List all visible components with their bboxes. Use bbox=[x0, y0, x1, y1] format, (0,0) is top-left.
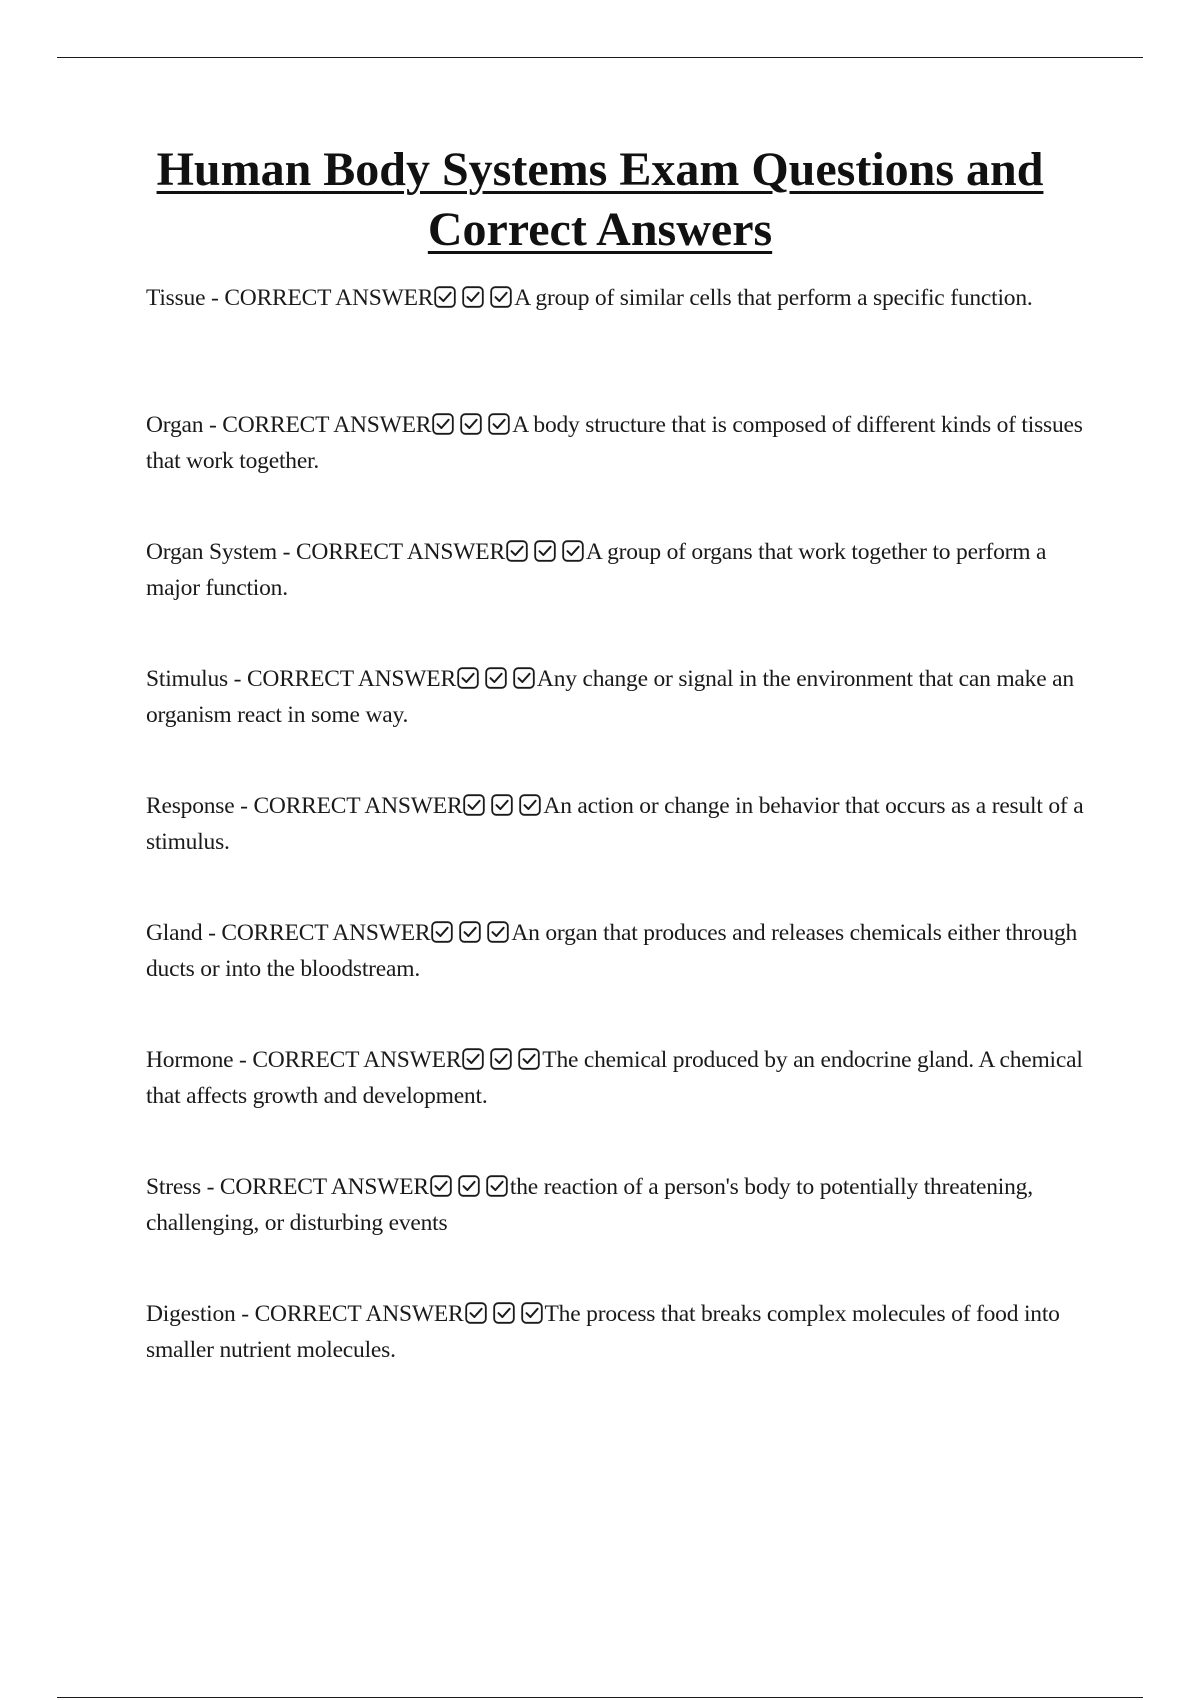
check-box-icon bbox=[463, 794, 485, 816]
qa-term: Response bbox=[146, 793, 235, 819]
answer-marker: - CORRECT ANSWER bbox=[233, 1047, 462, 1073]
qa-term: Digestion bbox=[146, 1301, 236, 1327]
check-marks bbox=[463, 794, 541, 826]
check-box-icon bbox=[458, 1175, 480, 1197]
check-box-icon bbox=[562, 540, 584, 562]
qa-definition: the reaction of a person's body to potentially threatening, challenging, or disturbing events bbox=[146, 1174, 1033, 1236]
check-box-icon bbox=[491, 794, 513, 816]
check-box-icon bbox=[518, 1048, 540, 1070]
answer-marker: - CORRECT ANSWER bbox=[202, 920, 431, 946]
check-box-icon bbox=[488, 413, 510, 435]
check-box-icon bbox=[457, 667, 479, 689]
check-box-icon bbox=[521, 1302, 543, 1324]
check-box-icon bbox=[490, 1048, 512, 1070]
qa-definition: The chemical produced by an endocrine gland. A chemical that affects growth and development. bbox=[146, 1047, 1083, 1109]
qa-item bbox=[146, 409, 1090, 536]
check-marks bbox=[462, 1048, 540, 1080]
answer-marker: - CORRECT ANSWER bbox=[205, 285, 434, 311]
answer-marker: - CORRECT ANSWER bbox=[203, 412, 432, 438]
check-marks bbox=[457, 667, 535, 699]
qa-definition: Any change or signal in the environment that can make an organism react in some way. bbox=[146, 666, 1074, 728]
qa-term: Tissue bbox=[146, 285, 206, 311]
answer-marker: - CORRECT ANSWER bbox=[235, 1301, 464, 1327]
qa-definition: The process that breaks complex molecules of food into smaller nutrient molecules. bbox=[146, 1301, 1060, 1363]
check-box-icon bbox=[462, 1048, 484, 1070]
qa-term: Organ System bbox=[146, 539, 277, 565]
qa-item bbox=[146, 1044, 1090, 1171]
answer-marker: - CORRECT ANSWER bbox=[200, 1174, 429, 1200]
qa-term: Gland bbox=[146, 920, 203, 946]
check-marks bbox=[430, 1175, 508, 1207]
check-box-icon bbox=[462, 286, 484, 308]
qa-item bbox=[146, 282, 1090, 409]
qa-definition: A group of organs that work together to perform a major function. bbox=[146, 539, 1047, 601]
check-box-icon bbox=[506, 540, 528, 562]
check-marks bbox=[465, 1302, 543, 1334]
check-box-icon bbox=[493, 1302, 515, 1324]
check-box-icon bbox=[431, 921, 453, 943]
check-box-icon bbox=[432, 413, 454, 435]
check-marks bbox=[432, 413, 510, 445]
qa-definition: A group of similar cells that perform a specific function. bbox=[514, 285, 1033, 311]
qa-item bbox=[146, 663, 1090, 790]
check-marks bbox=[506, 540, 584, 572]
qa-term: Stimulus bbox=[146, 666, 228, 692]
qa-item bbox=[146, 917, 1090, 1044]
check-box-icon bbox=[513, 667, 535, 689]
check-marks bbox=[431, 921, 509, 953]
qa-term: Organ bbox=[146, 412, 204, 438]
qa-definition: A body structure that is composed of different kinds of tissues that work together. bbox=[146, 412, 1083, 474]
qa-definition: An organ that produces and releases chemicals either through ducts or into the bloodstream. bbox=[146, 920, 1078, 982]
check-marks bbox=[434, 286, 512, 318]
check-box-icon bbox=[519, 794, 541, 816]
answer-marker: - CORRECT ANSWER bbox=[227, 666, 456, 692]
answer-marker: - CORRECT ANSWER bbox=[276, 539, 505, 565]
qa-definition: An action or change in behavior that occurs as a result of a stimulus. bbox=[146, 793, 1084, 855]
check-box-icon bbox=[460, 413, 482, 435]
top-rule bbox=[57, 57, 1143, 58]
check-box-icon bbox=[486, 1175, 508, 1197]
qa-item bbox=[146, 1171, 1090, 1298]
check-box-icon bbox=[459, 921, 481, 943]
qa-item bbox=[146, 536, 1090, 663]
qa-term: Hormone bbox=[146, 1047, 234, 1073]
check-box-icon bbox=[490, 286, 512, 308]
qa-list bbox=[146, 282, 1090, 1425]
answer-marker: - CORRECT ANSWER bbox=[234, 793, 463, 819]
bottom-rule bbox=[57, 1697, 1143, 1698]
qa-item bbox=[146, 790, 1090, 917]
qa-term: Stress bbox=[146, 1174, 201, 1200]
check-box-icon bbox=[534, 540, 556, 562]
check-box-icon bbox=[485, 667, 507, 689]
check-box-icon bbox=[487, 921, 509, 943]
page-title: Human Body Systems Exam Questions and Correct Answers bbox=[156, 143, 1044, 256]
qa-item bbox=[146, 1298, 1090, 1425]
check-box-icon bbox=[465, 1302, 487, 1324]
check-box-icon bbox=[430, 1175, 452, 1197]
check-box-icon bbox=[434, 286, 456, 308]
